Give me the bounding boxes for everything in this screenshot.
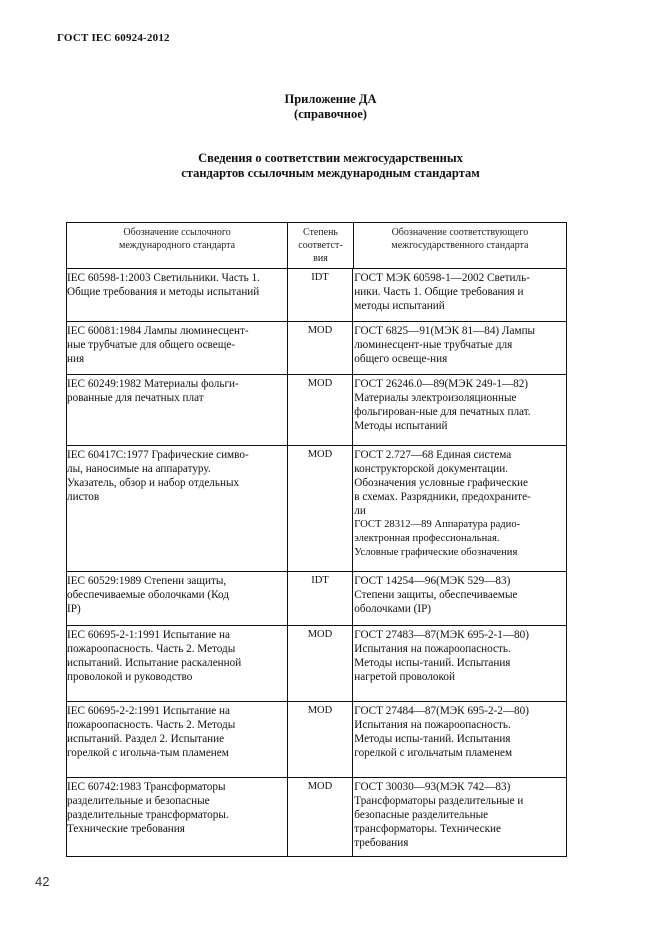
cell-interstate-standard [353,375,566,445]
cell-international-standard [67,702,288,777]
cell-interstate-standard [353,572,566,625]
section-title [0,151,661,181]
cell-line: IEC 60249:1982 Материалы фольги- [67,378,239,390]
cell-line: разделительные и безопасные [67,795,210,807]
column-header-international-standard: Обозначение ссылочного международного стандарта [67,223,288,268]
cell-line: пожароопасность. Часть 2. Методы [67,643,236,655]
table-row [67,702,566,778]
cell-line: IEC 60081:1984 Лампы люминесцент- [67,325,249,337]
cell-line: ники. Часть 1. Общие требования и [354,286,524,298]
cell-line: ГОСТ 26246.0—89(МЭК 249-1—82) [354,378,529,390]
cell-degree: MOD [288,626,354,701]
cell-line: разделительные трансформаторы. [67,809,229,821]
cell-line: IEC 60417C:1977 Графические симво- [67,449,249,461]
cell-line: конструкторской документации. [354,463,508,475]
cell-line: ГОСТ МЭК 60598-1—2002 Светиль- [354,272,530,284]
cell-line: ГОСТ 2.727—68 Единая система [354,449,512,461]
cell-line: испытаний. Раздел 2. Испытание [67,733,225,745]
table-row [67,626,566,702]
cell-degree: MOD [288,446,354,571]
cell-line: методы испытаний [354,300,445,312]
cell-line: IEC 60598-1:2003 Светильники. Часть 1. [67,272,260,284]
cell-line: IEC 60695-2-1:1991 Испытание на [67,629,230,641]
annex-title: Приложение ДА [284,92,377,106]
cell-line: обеспечиваемые оболочками (Код [67,589,229,601]
section-title-line: стандартов ссылочным международным стандартам [181,166,480,180]
annex-subtitle: (справочное) [294,107,367,121]
cell-line: Обозначения условные графические [354,477,528,489]
section-title-line: Сведения о соответствии межгосударственных [198,151,463,165]
cell-line: IEC 60529:1989 Степени защиты, [67,575,227,587]
cell-line: испытаний. Испытание раскаленной [67,657,242,669]
cell-line: горелкой с игольча-тым пламенем [67,747,229,759]
cell-line: оболочками (IP) [354,603,432,615]
cell-line: ГОСТ 6825—91(МЭК 81—84) Лампы [354,325,536,337]
cell-international-standard [67,446,288,571]
cell-international-standard [67,626,288,701]
cell-line: Методы испы-таний. Испытания [354,733,511,745]
cell-line: листов [67,491,100,503]
cell-degree: MOD [288,322,354,374]
cell-line: лы, наносимые на аппаратуру. [67,463,211,475]
cell-line: люминесцент-ные трубчатые для [354,339,513,351]
cell-line: нагретой проволокой [354,671,455,683]
cell-international-standard [67,375,288,445]
cell-line: ГОСТ 14254—96(МЭК 529—83) [354,575,511,587]
cell-line: общего освеще-ния [354,353,448,365]
cell-line: ГОСТ 27484—87(МЭК 695-2-2—80) [354,705,529,717]
table-row [67,572,566,626]
cell-interstate-standard [353,322,566,374]
cell-line: Трансформаторы разделительные и [354,795,524,807]
column-header-degree: Степень соответст- вия [288,223,354,268]
cell-line: ния [67,353,85,365]
cell-line: в схемах. Разрядники, предохраните- [354,491,531,503]
cell-line: ГОСТ 28312—89 Аппаратура радио- [354,519,521,530]
cell-interstate-standard [353,446,566,571]
cell-line: IEC 60742:1983 Трансформаторы [67,781,226,793]
column-header-interstate-standard: Обозначение соответствующего межгосударственного стандарта [391,227,529,251]
table-row [67,446,566,572]
cell-line: Методы испы-таний. Испытания [354,657,511,669]
cell-interstate-standard [353,778,566,856]
cell-degree: MOD [288,375,354,445]
cell-line: требования [354,837,409,849]
cell-international-standard [67,322,288,374]
standards-correspondence-table [66,222,567,857]
cell-line: ГОСТ 30030—93(МЭК 742—83) [354,781,511,793]
cell-line: IP) [67,603,81,615]
document-code-header: ГОСТ IEC 60924-2012 [57,32,170,44]
table-row [67,322,566,375]
table-row [67,778,566,856]
table-header-row [67,223,566,269]
cell-line: пожароопасность. Часть 2. Методы [67,719,236,731]
cell-line: Указатель, обзор и набор отдельных [67,477,240,489]
cell-line: ные трубчатые для общего освеще- [67,339,236,351]
page-number: 42 [35,874,50,889]
cell-line: Технические требования [67,823,185,835]
table-body [67,269,566,856]
cell-line: Общие требования и методы испытаний [67,286,260,298]
cell-international-standard [67,572,288,625]
cell-line: ли [354,505,366,517]
table-row [67,269,566,322]
cell-line: фольгирован-ные для печатных плат. [354,406,531,418]
cell-line: Испытания на пожароопасность. [354,719,511,731]
cell-line: горелкой с игольчатым пламенем [354,747,513,759]
cell-degree: MOD [288,778,354,856]
cell-line: ГОСТ 27483—87(МЭК 695-2-1—80) [354,629,529,641]
cell-line: Условные графические обозначения [354,547,518,558]
cell-line: IEC 60695-2-2:1991 Испытание на [67,705,230,717]
cell-line: рованные для печатных плат [67,392,204,404]
cell-line: трансформаторы. Технические [354,823,501,835]
cell-line: безопасные разделительные [354,809,489,821]
cell-line: Методы испытаний [354,420,448,432]
cell-degree: IDT [288,269,354,321]
cell-line: Испытания на пожароопасность. [354,643,511,655]
cell-line: Материалы электроизоляционные [354,392,517,404]
cell-degree: MOD [288,702,354,777]
cell-interstate-standard [353,702,566,777]
cell-international-standard [67,269,288,321]
cell-interstate-standard [353,269,566,321]
cell-interstate-standard [353,626,566,701]
table-row [67,375,566,446]
cell-degree: IDT [288,572,354,625]
cell-line: Степени защиты, обеспечиваемые [354,589,518,601]
cell-international-standard [67,778,288,856]
cell-line: электронная профессиональная. [354,533,500,544]
cell-line: проволокой и руководство [67,671,193,683]
